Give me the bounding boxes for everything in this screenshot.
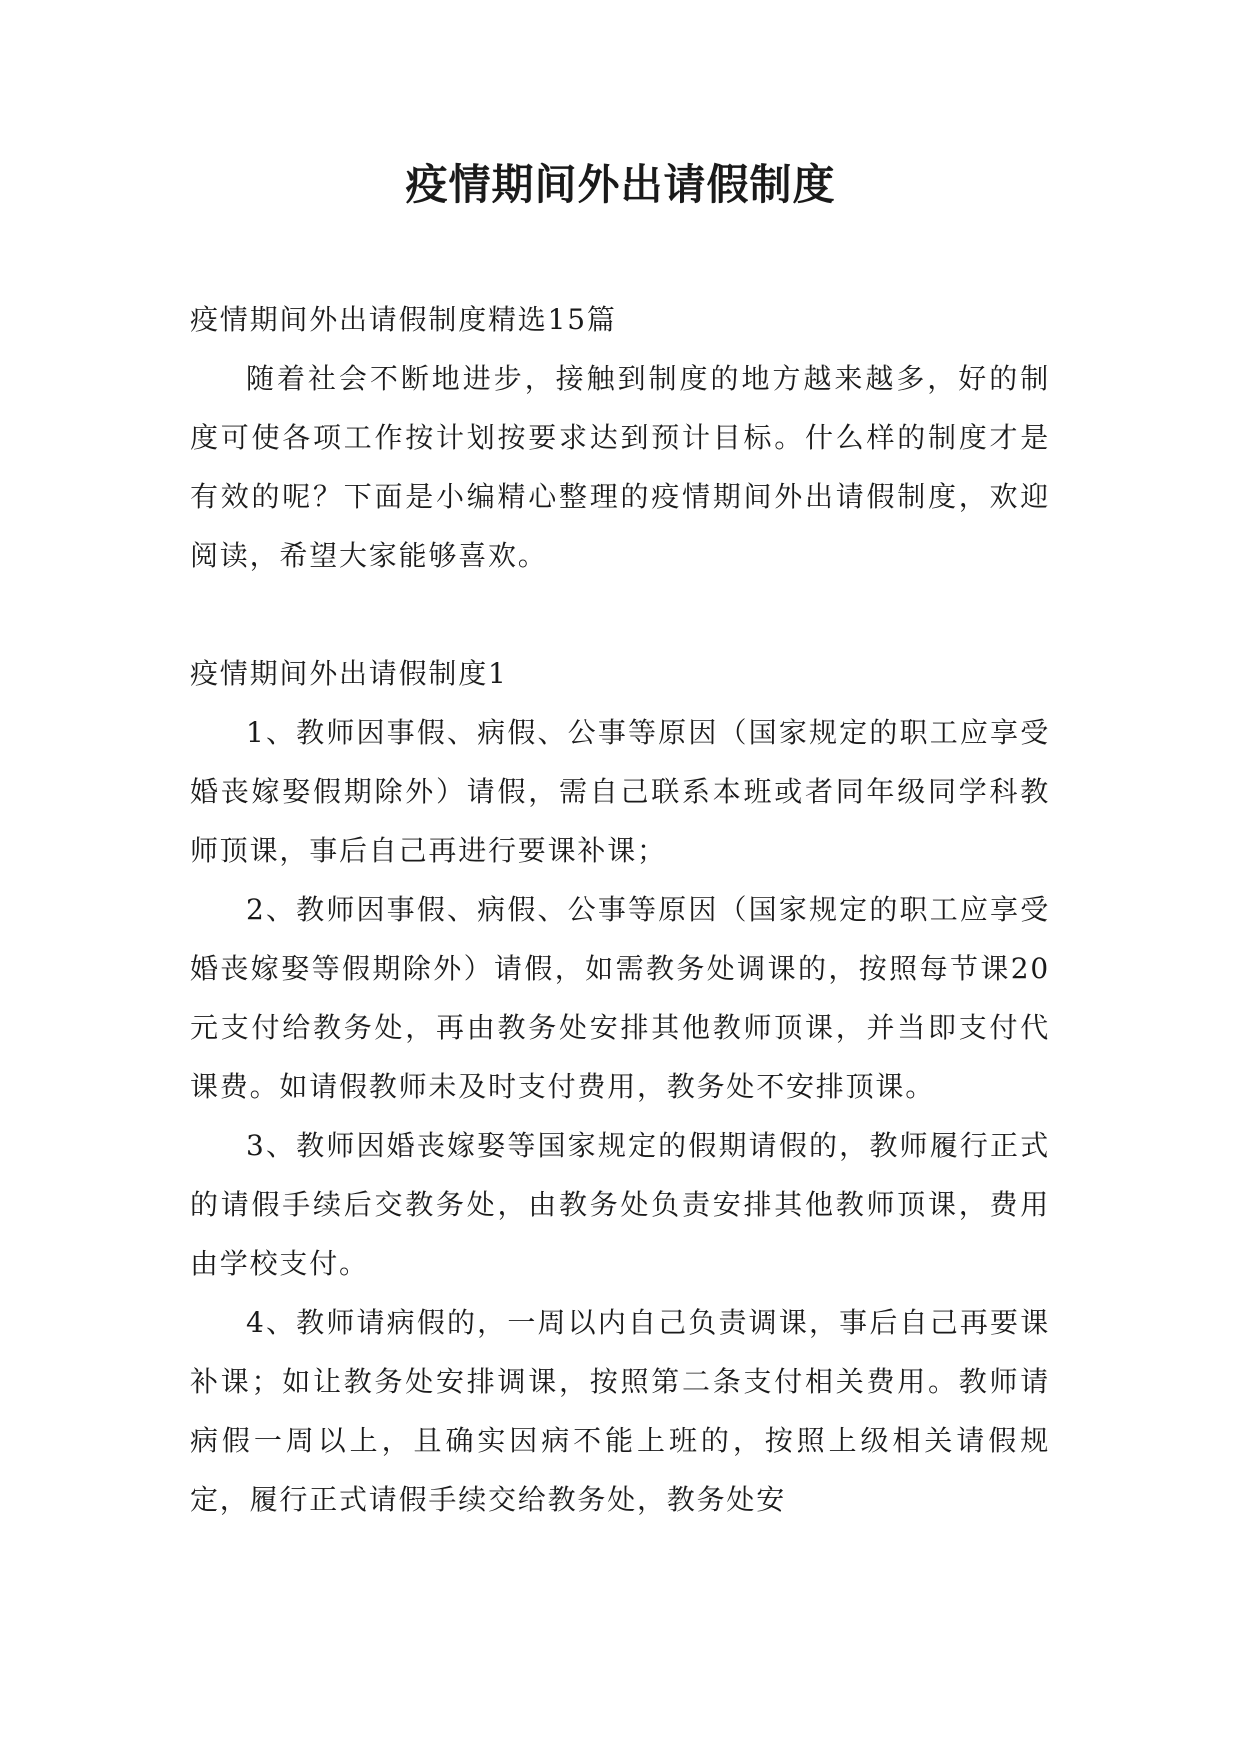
- intro-paragraph: 随着社会不断地进步，接触到制度的地方越来越多，好的制度可使各项工作按计划按要求达到预计目标。什么样的制度才是有效的呢？下面是小编精心整理的疫情期间外出请假制度，欢迎阅读，希望大家能够喜欢。: [190, 362, 1050, 572]
- section-heading: 疫情期间外出请假制度1: [190, 657, 508, 690]
- paragraph-spacer: [190, 585, 1050, 644]
- document-subtitle: 疫情期间外出请假制度精选15篇: [190, 303, 617, 336]
- rule-item-2: 2、教师因事假、病假、公事等原因（国家规定的职工应享受婚丧嫁娶等假期除外）请假，如需教务处调课的，按照每节课20元支付给教务处，再由教务处安排其他教师顶课，并当即支付代课费。如请假教师未及时支付费用，教务处不安排顶课。: [190, 893, 1050, 1103]
- rule-item-3: 3、教师因婚丧嫁娶等国家规定的假期请假的，教师履行正式的请假手续后交教务处，由教务处负责安排其他教师顶课，费用由学校支付。: [190, 1129, 1050, 1280]
- document-title: 疫情期间外出请假制度: [405, 160, 836, 209]
- rule-item-1: 1、教师因事假、病假、公事等原因（国家规定的职工应享受婚丧嫁娶假期除外）请假，需自己联系本班或者同年级同学科教师顶课，事后自己再进行要课补课；: [190, 716, 1050, 867]
- rule-item-4: 4、教师请病假的，一周以内自己负责调课，事后自己再要课补课；如让教务处安排调课，按照第二条支付相关费用。教师请病假一周以上，且确实因病不能上班的，按照上级相关请假规定，履行正式请假手续交给教务处，教务处安: [190, 1306, 1050, 1516]
- document-body: [190, 290, 1050, 1529]
